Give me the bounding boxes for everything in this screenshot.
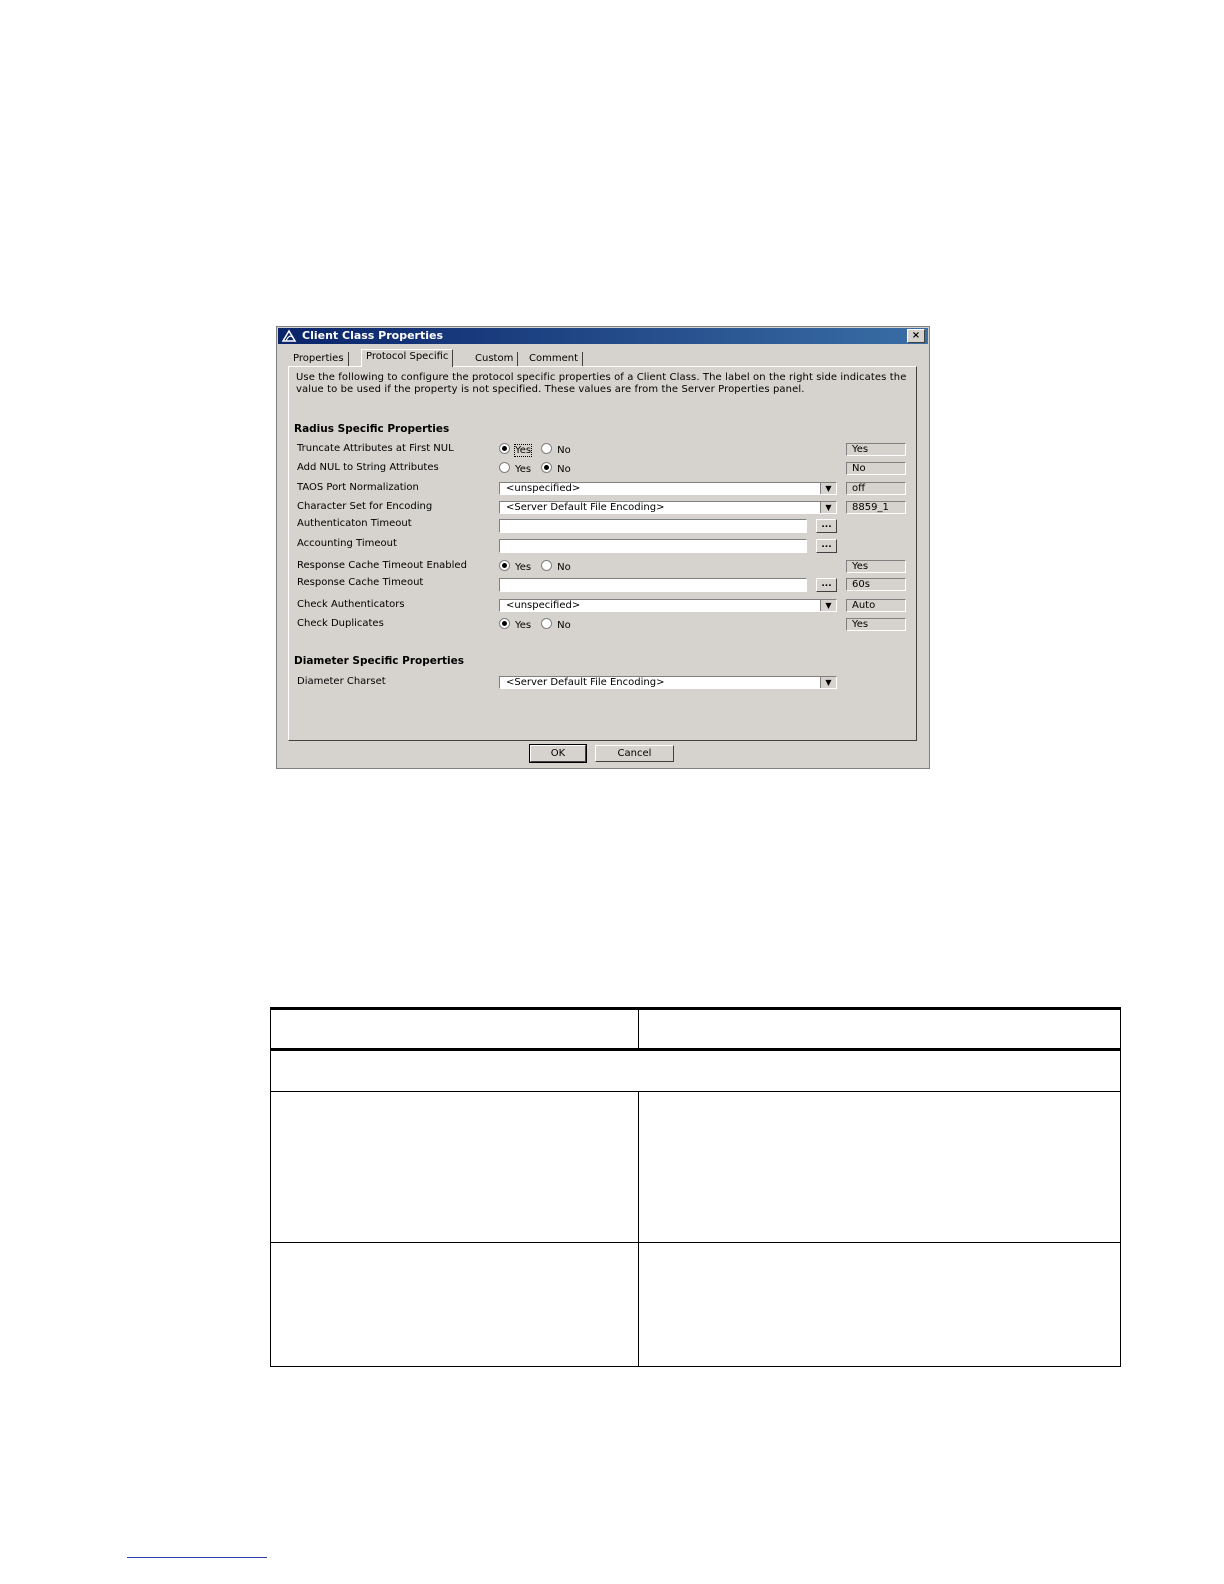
tab-comment[interactable]: Comment	[525, 352, 583, 366]
truncate-no-label[interactable]: No	[557, 445, 571, 456]
cache-timeout-browse-button[interactable]: ...	[816, 578, 837, 592]
auth-timeout-browse-button[interactable]: ...	[816, 519, 837, 533]
table-header-row	[271, 1009, 1121, 1050]
table-section-row	[271, 1050, 1121, 1092]
cache-enabled-yes-label[interactable]: Yes	[515, 562, 532, 573]
cache-enabled-no-radio[interactable]	[541, 560, 552, 571]
taos-default: off	[846, 482, 906, 495]
diameter-section-title: Diameter Specific Properties	[294, 655, 465, 667]
cancel-button[interactable]: Cancel	[595, 745, 674, 762]
chevron-down-icon[interactable]: ▼	[820, 600, 836, 611]
table-row	[271, 1092, 1121, 1243]
check-dup-radio-group	[499, 618, 581, 630]
table-header-cell	[639, 1009, 1121, 1050]
diameter-charset-label: Diameter Charset	[297, 676, 386, 687]
truncate-yes-label[interactable]: Yes	[515, 445, 532, 456]
truncate-label: Truncate Attributes at First NUL	[297, 443, 454, 454]
addnul-yes-radio[interactable]	[499, 462, 510, 473]
tab-custom[interactable]: Custom	[471, 352, 518, 366]
close-icon[interactable]: ×	[907, 329, 925, 343]
chevron-down-icon[interactable]: ▼	[820, 502, 836, 513]
addnul-label: Add NUL to String Attributes	[297, 462, 439, 473]
check-dup-yes-label[interactable]: Yes	[515, 620, 532, 631]
table-row	[271, 1243, 1121, 1367]
addnul-yes-label[interactable]: Yes	[515, 464, 532, 475]
table-cell	[271, 1243, 639, 1367]
charset-label: Character Set for Encoding	[297, 501, 433, 512]
radius-section-title: Radius Specific Properties	[294, 423, 450, 435]
charset-default: 8859_1	[846, 501, 906, 514]
check-dup-label: Check Duplicates	[297, 618, 384, 629]
cache-enabled-radio-group	[499, 560, 581, 572]
chevron-down-icon[interactable]: ▼	[820, 677, 836, 688]
cache-enabled-no-label[interactable]: No	[557, 562, 571, 573]
charset-select-value: <Server Default File Encoding>	[506, 502, 665, 513]
tab-protocol-specific[interactable]: Protocol Specific	[361, 349, 453, 367]
dialog-title: Client Class Properties	[302, 329, 444, 342]
check-dup-no-label[interactable]: No	[557, 620, 571, 631]
truncate-radio-group	[499, 443, 581, 455]
app-logo-icon	[281, 329, 297, 343]
check-auth-default: Auto	[846, 599, 906, 612]
title-bar[interactable]	[278, 328, 928, 344]
properties-table	[270, 1007, 1121, 1367]
protocol-specific-panel	[288, 366, 917, 741]
cache-enabled-default: Yes	[846, 560, 906, 573]
table-section-cell	[271, 1050, 1121, 1092]
check-dup-yes-radio[interactable]	[499, 618, 510, 629]
table-cell	[639, 1092, 1121, 1243]
cache-timeout-label: Response Cache Timeout	[297, 577, 424, 588]
truncate-yes-radio[interactable]	[499, 443, 510, 454]
cache-enabled-yes-radio[interactable]	[499, 560, 510, 571]
acct-timeout-input[interactable]	[499, 539, 807, 553]
diameter-charset-select-value: <Server Default File Encoding>	[506, 677, 665, 688]
table-cell	[639, 1243, 1121, 1367]
tab-properties[interactable]: Properties	[289, 352, 349, 366]
footer-rule	[127, 1557, 267, 1558]
client-class-properties-dialog	[276, 326, 930, 769]
chevron-down-icon[interactable]: ▼	[820, 483, 836, 494]
addnul-no-radio[interactable]	[541, 462, 552, 473]
check-auth-select-value: <unspecified>	[506, 600, 581, 611]
check-auth-label: Check Authenticators	[297, 599, 405, 610]
addnul-default: No	[846, 462, 906, 475]
addnul-no-label[interactable]: No	[557, 464, 571, 475]
auth-timeout-label: Authenticaton Timeout	[297, 518, 412, 529]
auth-timeout-input[interactable]	[499, 519, 807, 533]
addnul-radio-group	[499, 462, 581, 474]
intro-text: Use the following to configure the protocol specific properties of a Client Class. The label on the right side indicates the value to be used if the property is not specified. These values are from the Server Properties panel.	[296, 372, 907, 395]
ok-button[interactable]: OK	[530, 745, 586, 762]
table-cell	[271, 1092, 639, 1243]
taos-select-value: <unspecified>	[506, 483, 581, 494]
taos-label: TAOS Port Normalization	[297, 482, 419, 493]
check-auth-select[interactable]	[499, 599, 837, 612]
truncate-default: Yes	[846, 443, 906, 456]
acct-timeout-browse-button[interactable]: ...	[816, 539, 837, 553]
table-header-cell	[271, 1009, 639, 1050]
charset-select[interactable]	[499, 501, 837, 514]
check-dup-default: Yes	[846, 618, 906, 631]
truncate-no-radio[interactable]	[541, 443, 552, 454]
acct-timeout-label: Accounting Timeout	[297, 538, 397, 549]
cache-timeout-input[interactable]	[499, 578, 807, 592]
check-dup-no-radio[interactable]	[541, 618, 552, 629]
taos-select[interactable]	[499, 482, 837, 495]
diameter-charset-select[interactable]	[499, 676, 837, 689]
cache-enabled-label: Response Cache Timeout Enabled	[297, 560, 467, 571]
cache-timeout-default: 60s	[846, 578, 906, 591]
